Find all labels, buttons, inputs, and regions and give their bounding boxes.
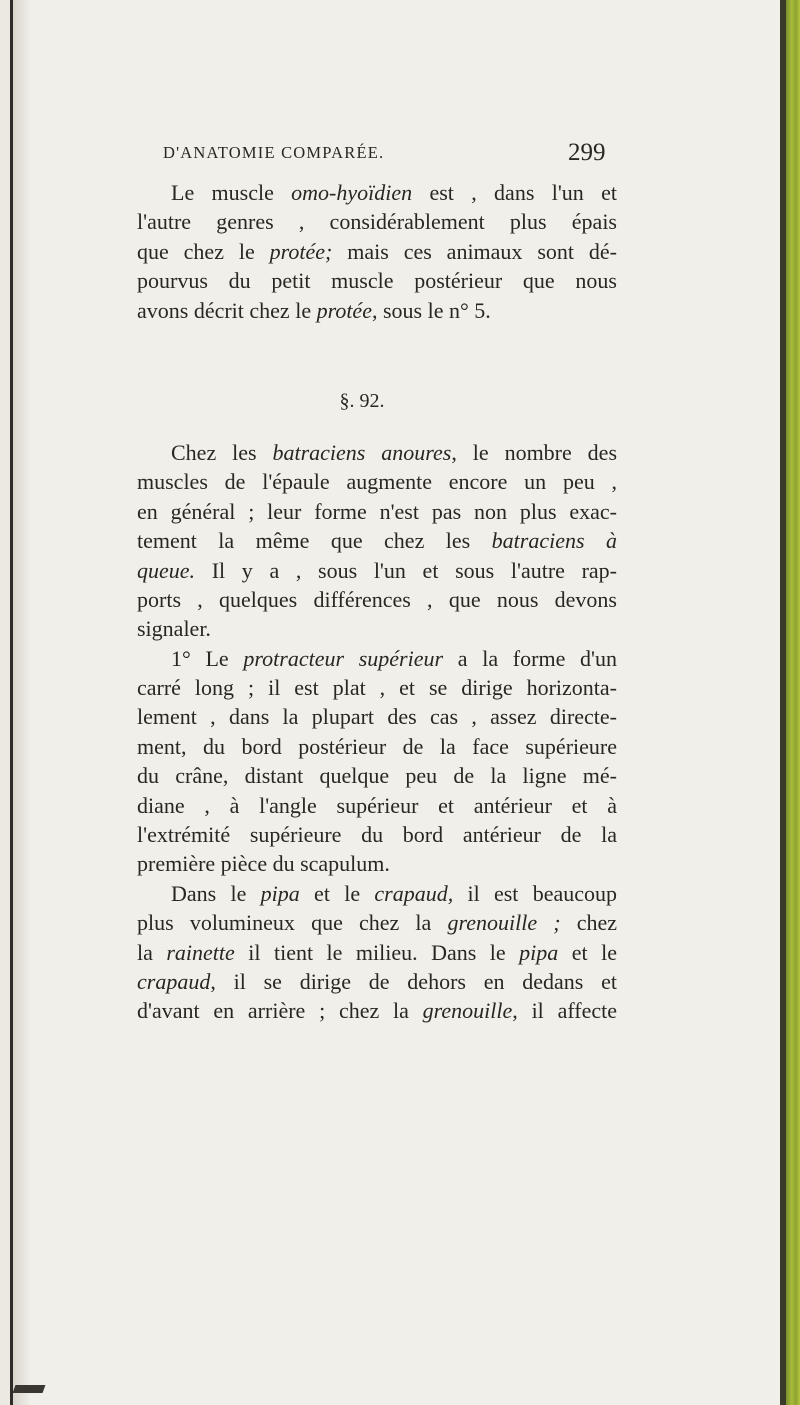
text-line xyxy=(137,526,617,555)
text-run: d'avant en arrière ; chez la xyxy=(137,998,423,1024)
text-run: il tient le milieu. Dans le xyxy=(234,939,520,965)
italic-term: omo-hyoïdien xyxy=(291,180,413,205)
text-run: Il y a , sous l'un et sous l'autre rap- xyxy=(195,557,617,583)
running-head: D'ANATOMIE COMPARÉE. xyxy=(163,143,385,162)
text-run: mais ces animaux sont dé- xyxy=(332,238,617,264)
text-line xyxy=(137,556,617,585)
text-line xyxy=(137,644,617,673)
text-line: en général ; leur forme n'est pas non plus exac- xyxy=(137,498,617,524)
italic-term: protracteur supérieur xyxy=(243,645,444,671)
text-line: pourvus du petit muscle postérieur que nous xyxy=(137,268,617,294)
text-run: Chez les xyxy=(171,439,273,465)
text-line: diane , à l'angle supérieur et antérieur et à xyxy=(137,792,617,818)
text-line: ment, du bord postérieur de la face supérieure xyxy=(137,733,617,759)
paragraph-3 xyxy=(137,644,617,879)
binding-mark xyxy=(13,1385,46,1393)
italic-term: crapaud xyxy=(137,968,211,994)
text-line: muscles de l'épaule augmente encore un peu , xyxy=(137,469,617,495)
text-line xyxy=(137,879,617,908)
paragraph-2 xyxy=(137,438,617,644)
text-run: a la forme d'un xyxy=(443,645,617,671)
italic-term: batraciens anoures xyxy=(272,439,452,465)
body-text xyxy=(137,178,617,1026)
text-run: 1° Le xyxy=(171,645,244,671)
italic-term: pipa xyxy=(519,939,559,965)
text-run: , il se dirige de dehors en dedans et xyxy=(210,968,617,994)
text-run: et le xyxy=(558,939,617,965)
page-margin-left xyxy=(0,0,10,1405)
page-header xyxy=(0,139,800,173)
text-line xyxy=(137,938,617,967)
text-run: chez xyxy=(560,910,618,936)
italic-term: batraciens à xyxy=(491,528,617,554)
text-line: première pièce du scapulum. xyxy=(137,851,390,877)
text-line xyxy=(137,296,617,325)
text-line xyxy=(137,908,617,937)
text-line xyxy=(137,237,617,266)
text-line: du crâne, distant quelque peu de la ligne mé- xyxy=(137,763,617,789)
text-run: , il affecte xyxy=(512,998,617,1024)
binding-shadow xyxy=(13,0,31,1405)
paragraph-1 xyxy=(137,178,617,325)
text-run: avons décrit chez le xyxy=(137,297,317,323)
text-run: Le muscle xyxy=(171,180,292,205)
cover-strip xyxy=(786,0,800,1405)
text-line: l'autre genres , considérablement plus épais xyxy=(137,209,617,235)
text-line: l'extrémité supérieure du bord antérieur de la xyxy=(137,822,617,848)
section-heading: §. 92. xyxy=(339,389,385,412)
italic-term: rainette xyxy=(166,939,235,965)
italic-term: pipa xyxy=(260,880,300,906)
italic-term: protée xyxy=(316,297,372,323)
page-number: 299 xyxy=(568,139,606,166)
text-line xyxy=(137,178,617,207)
text-run: la xyxy=(137,939,167,965)
italic-term: grenouille xyxy=(422,998,513,1024)
text-run: tement la même que chez les xyxy=(137,528,492,554)
italic-term: grenouille ; xyxy=(447,910,561,936)
text-line xyxy=(137,996,617,1025)
text-run: , sous le n° 5. xyxy=(371,297,491,323)
italic-term: protée; xyxy=(269,238,333,264)
text-line: signaler. xyxy=(137,616,211,642)
text-line xyxy=(137,438,617,467)
text-run: il est beaucoup xyxy=(453,880,617,906)
text-line xyxy=(137,967,617,996)
text-run: que chez le xyxy=(137,238,270,264)
text-line: lement , dans la plupart des cas , assez directe- xyxy=(137,704,617,730)
text-run: Dans le xyxy=(171,880,261,906)
italic-term: crapaud, xyxy=(374,880,454,906)
text-line: carré long ; il est plat , et se dirige horizonta- xyxy=(137,675,617,701)
italic-term: queue. xyxy=(137,557,196,583)
text-run: est , dans l'un et xyxy=(412,180,617,205)
text-line: ports , quelques différences , que nous devons xyxy=(137,586,617,612)
text-run: plus volumineux que chez la xyxy=(137,910,448,936)
paragraph-4 xyxy=(137,879,617,1026)
text-run: , le nombre des xyxy=(451,439,618,465)
text-run: et le xyxy=(299,880,375,906)
